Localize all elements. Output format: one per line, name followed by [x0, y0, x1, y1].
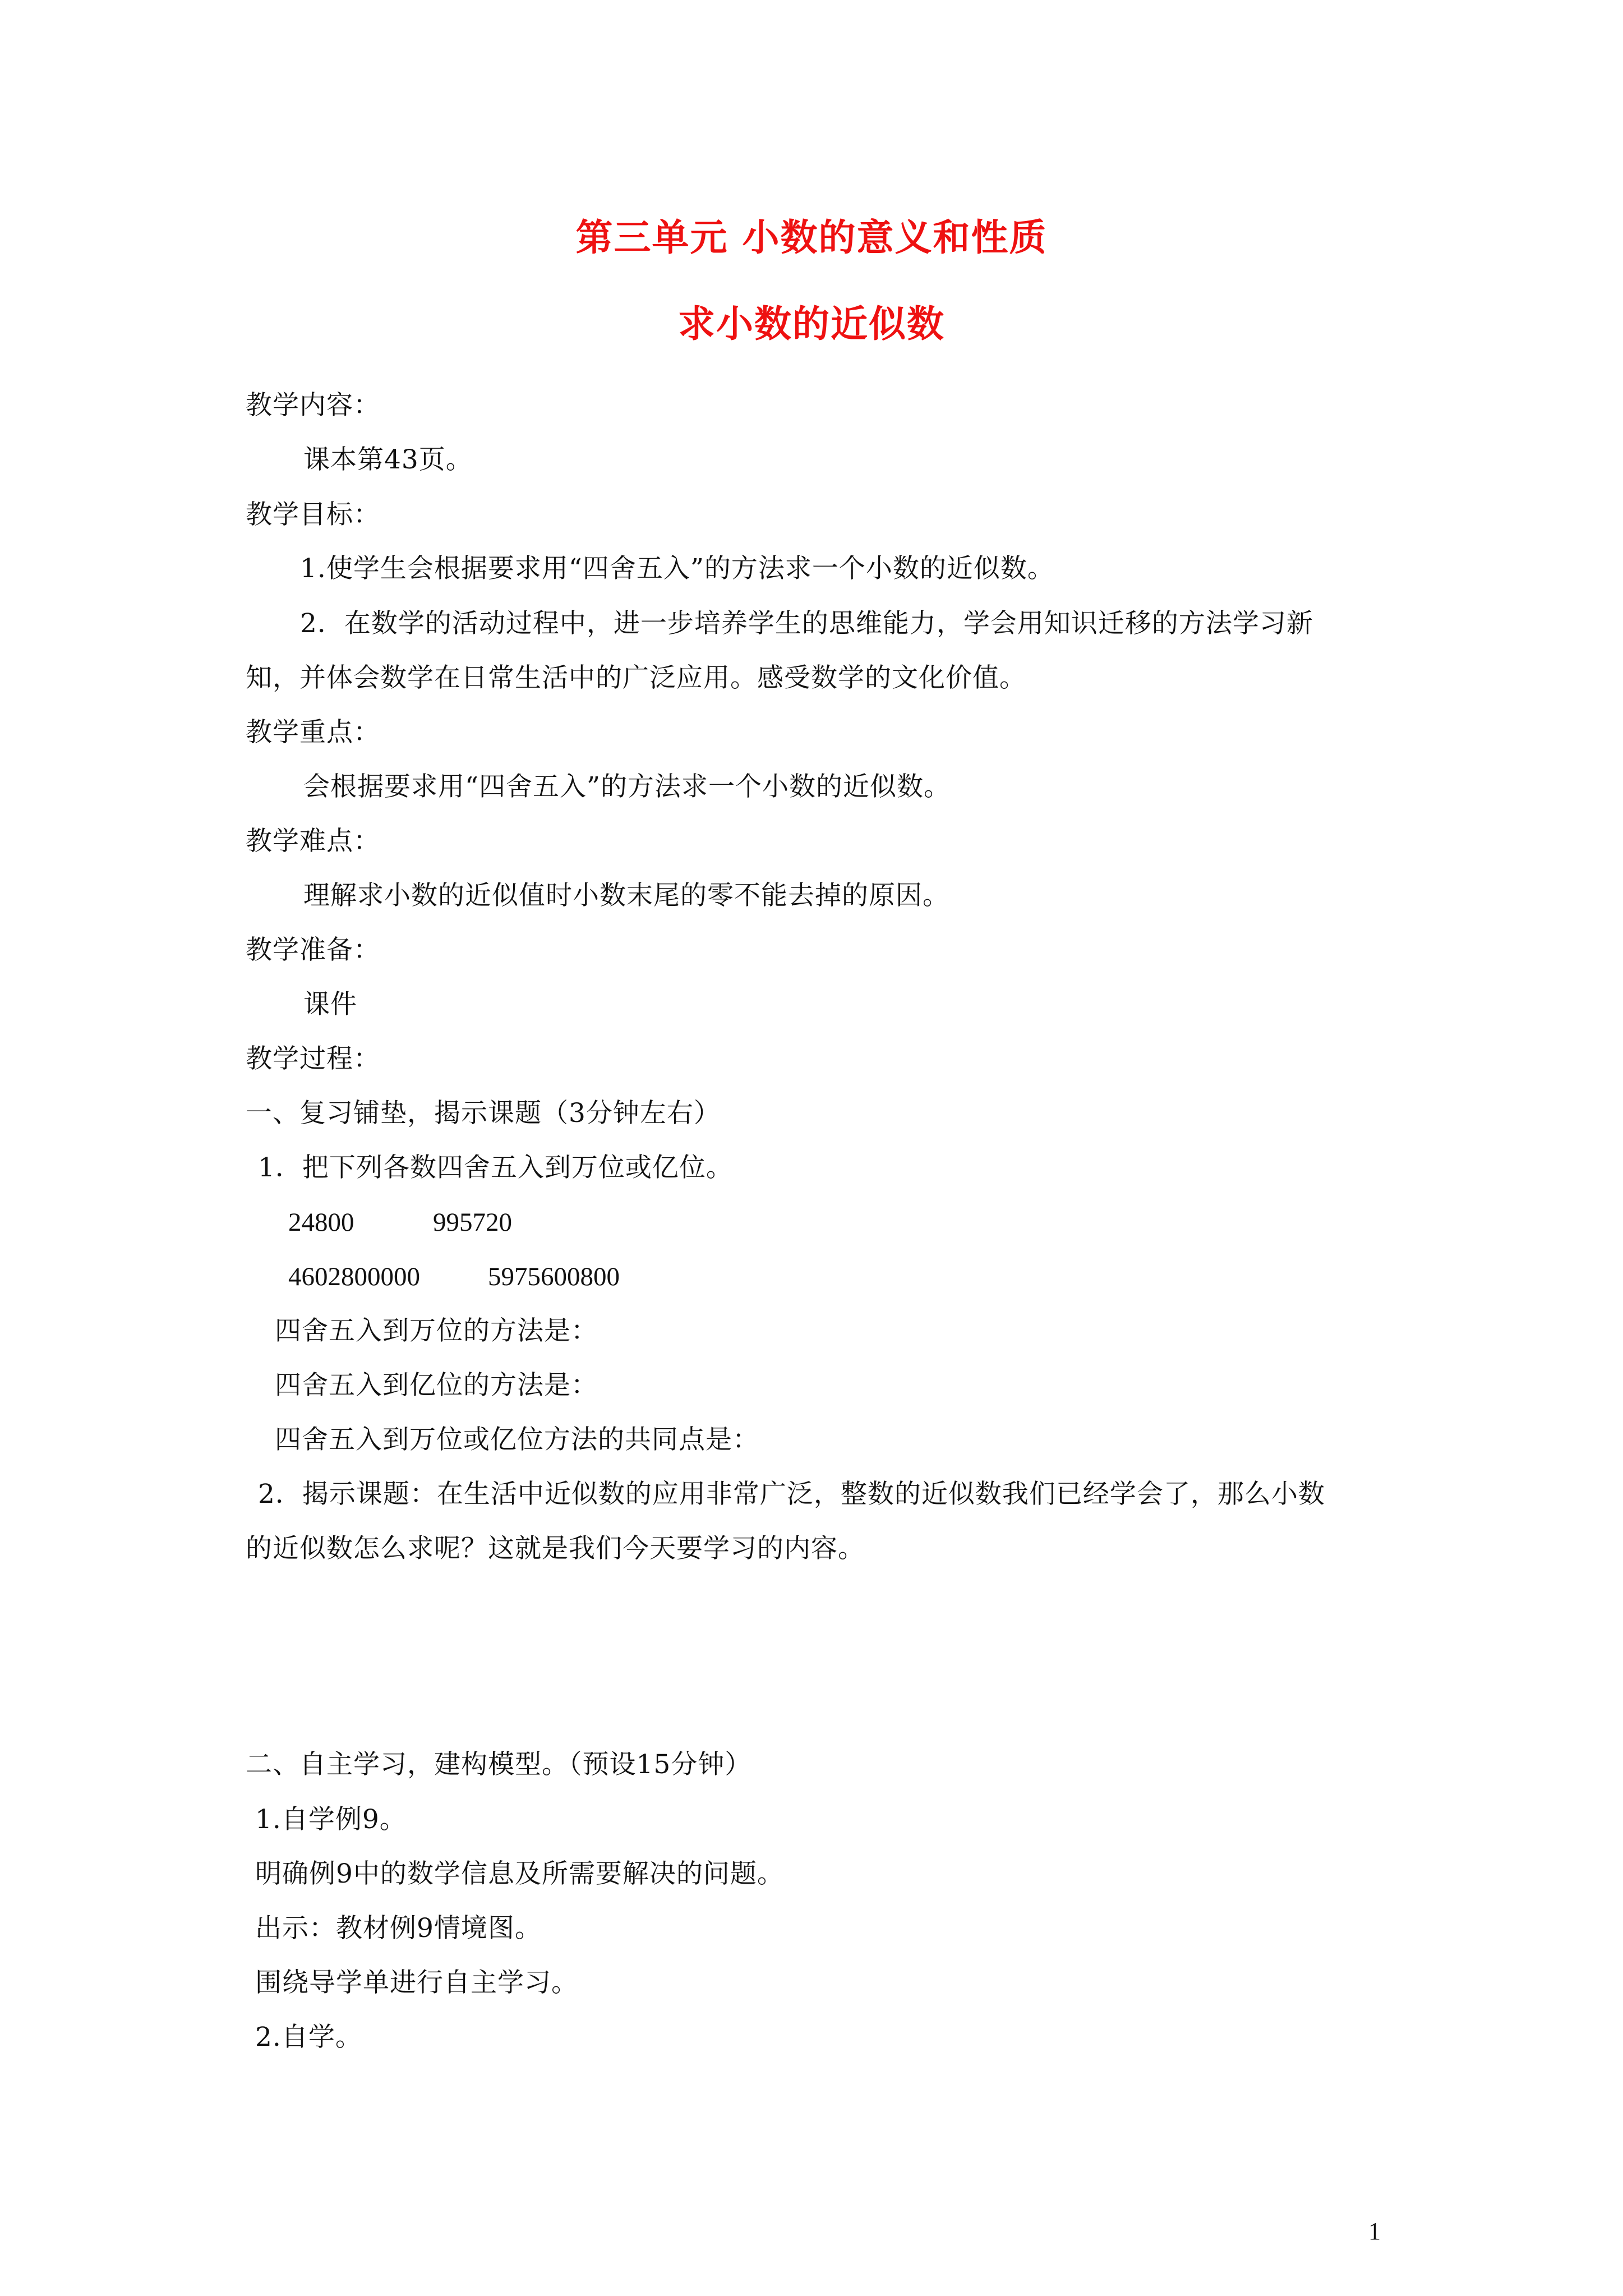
part1-item-2-line-1: 2．揭示课题：在生活中近似数的应用非常广泛，整数的近似数我们已经学会了，那么小数	[258, 1479, 1325, 1510]
goals-heading: 教学目标：	[246, 499, 380, 530]
page-number: 1	[1368, 2217, 1381, 2245]
content-heading: 教学内容：	[246, 390, 380, 421]
number-24800: 24800	[288, 1208, 354, 1237]
part2-heading: 二、自主学习，建构模型。（预设15分钟）	[246, 1749, 752, 1780]
part2-item-1: 1.自学例9。	[255, 1804, 407, 1835]
lesson-title: 求小数的近似数	[678, 302, 945, 346]
difficult-text: 理解求小数的近似值时小数末尾的零不能去掉的原因。	[303, 880, 949, 911]
method-common: 四舍五入到万位或亿位方法的共同点是：	[275, 1424, 759, 1455]
part1-item-2-line-2: 的近似数怎么求呢？这就是我们今天要学习的内容。	[246, 1533, 865, 1564]
goal-1: 1.使学生会根据要求用“四舍五入”的方法求一个小数的近似数。	[300, 553, 1054, 584]
content-text: 课本第43页。	[303, 444, 473, 475]
number-4602800000: 4602800000	[288, 1262, 420, 1291]
method-wan: 四舍五入到万位的方法是：	[275, 1315, 598, 1346]
method-yi: 四舍五入到亿位的方法是：	[275, 1370, 598, 1401]
unit-title: 第三单元 小数的意义和性质	[575, 215, 1048, 259]
prep-text: 课件	[303, 989, 357, 1020]
part2-clarify: 明确例9中的数学信息及所需要解决的问题。	[255, 1858, 784, 1889]
part1-heading: 一、复习铺垫，揭示课题（3分钟左右）	[246, 1098, 721, 1129]
goal-2-line-1: 2．在数学的活动过程中，进一步培养学生的思维能力，学会用知识迁移的方法学习新	[300, 608, 1313, 639]
part2-guide: 围绕导学单进行自主学习。	[255, 1967, 578, 1998]
goal-2-line-2: 知，并体会数学在日常生活中的广泛应用。感受数学的文化价值。	[246, 662, 1026, 693]
part2-item-2: 2.自学。	[255, 2022, 362, 2053]
key-heading: 教学重点：	[246, 717, 380, 748]
process-heading: 教学过程：	[246, 1043, 380, 1074]
number-5975600800: 5975600800	[488, 1262, 620, 1291]
prep-heading: 教学准备：	[246, 935, 380, 965]
part2-show: 出示：教材例9情境图。	[255, 1913, 542, 1944]
number-995720: 995720	[433, 1208, 512, 1237]
difficult-heading: 教学难点：	[246, 826, 380, 857]
part1-item-1: 1．把下列各数四舍五入到万位或亿位。	[258, 1152, 733, 1183]
key-text: 会根据要求用“四舍五入”的方法求一个小数的近似数。	[303, 771, 951, 802]
